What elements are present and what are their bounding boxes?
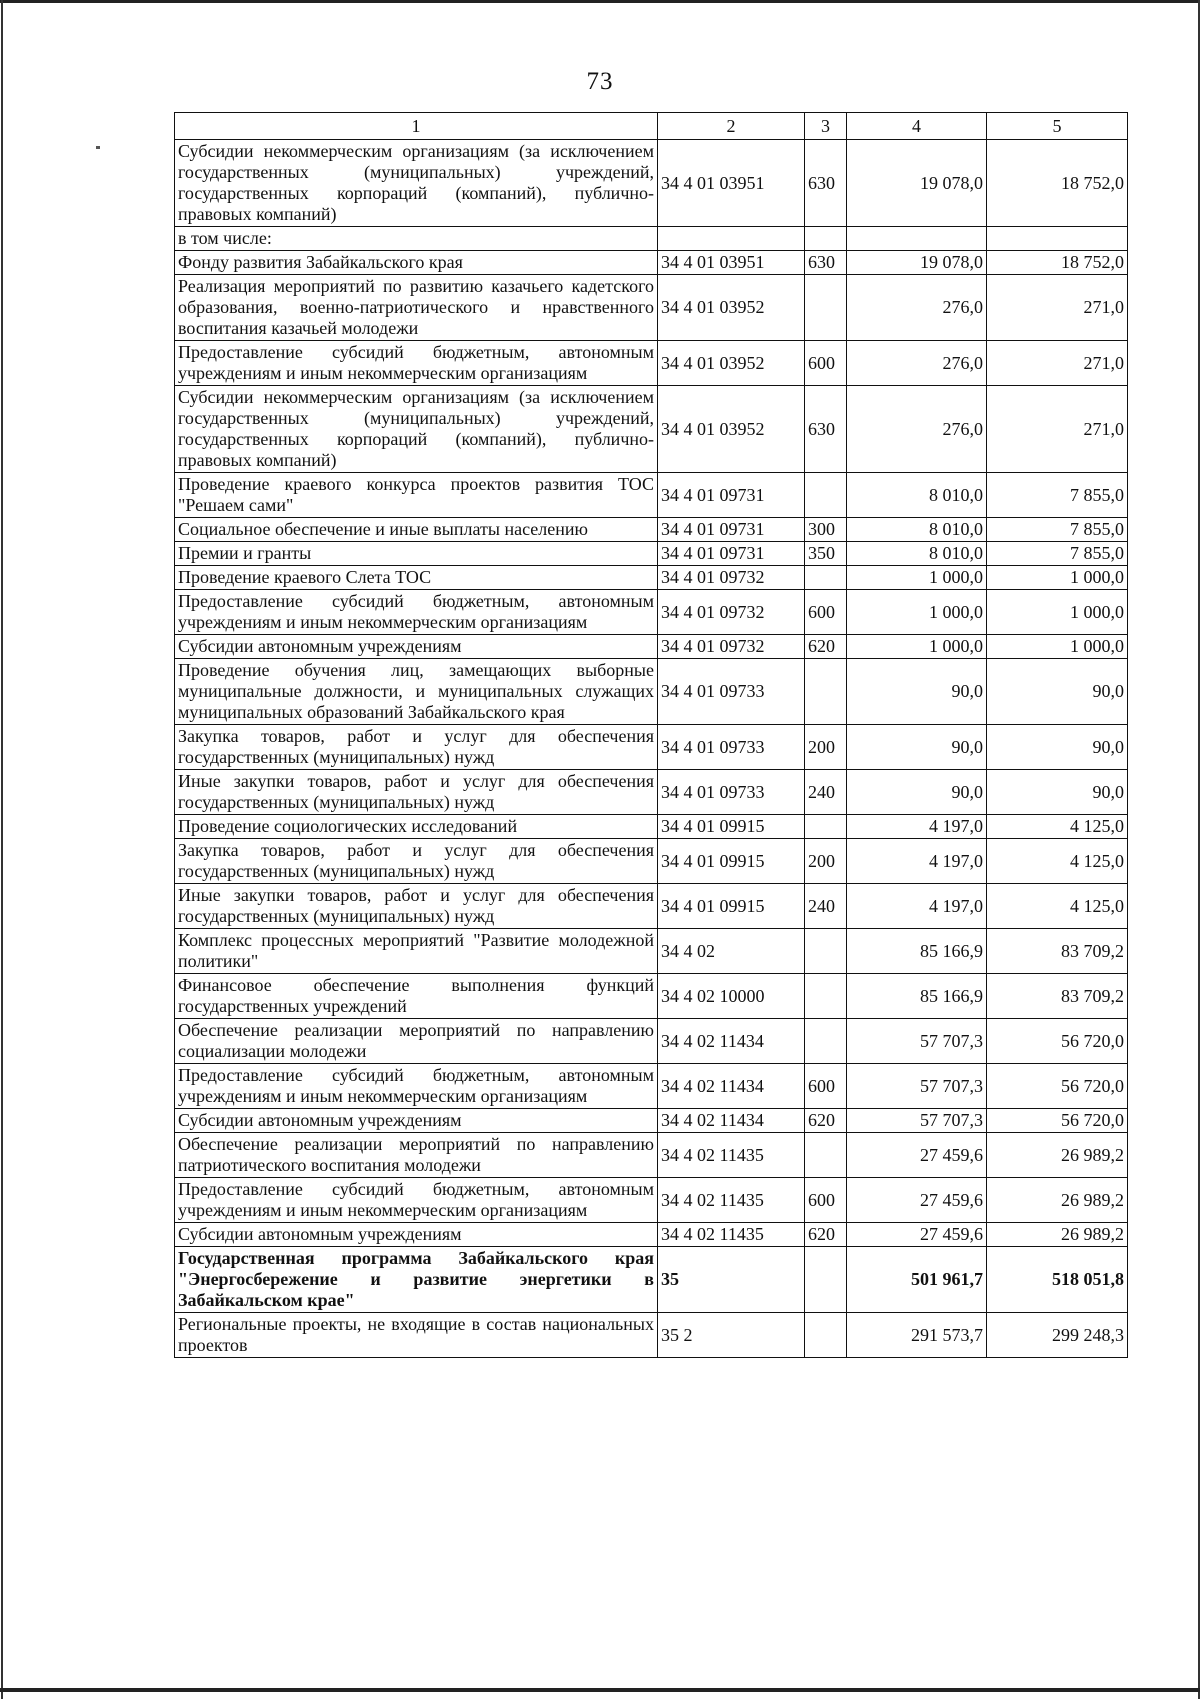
table-row	[175, 590, 1128, 635]
scan-edge-left	[1, 0, 3, 1699]
row-code-cell: 34 4 01 09731	[658, 518, 805, 542]
row-code-cell: 34 4 01 09731	[658, 473, 805, 518]
row-value-col4-cell: 4 197,0	[847, 815, 987, 839]
row-name-cell: Обеспечение реализации мероприятий по направлению социализации молодежи	[175, 1019, 658, 1064]
table-row	[175, 1019, 1128, 1064]
row-value-col5-cell: 90,0	[987, 659, 1128, 725]
row-value-col5-cell: 18 752,0	[987, 140, 1128, 227]
row-value-col4-cell: 19 078,0	[847, 140, 987, 227]
row-code-cell: 34 4 01 03951	[658, 251, 805, 275]
table-row	[175, 974, 1128, 1019]
row-name-cell: Предоставление субсидий бюджетным, автономным учреждениям и иным некоммерческим организациям	[175, 341, 658, 386]
row-value-col4-cell: 57 707,3	[847, 1019, 987, 1064]
table-row	[175, 473, 1128, 518]
scan-speck	[96, 146, 100, 149]
row-value-col4-cell: 1 000,0	[847, 590, 987, 635]
row-type-cell	[805, 1313, 847, 1358]
row-type-cell	[805, 275, 847, 341]
row-value-col4-cell: 90,0	[847, 659, 987, 725]
table-row	[175, 566, 1128, 590]
row-type-cell	[805, 566, 847, 590]
row-type-cell	[805, 473, 847, 518]
row-type-cell	[805, 1247, 847, 1313]
row-value-col5-cell: 1 000,0	[987, 590, 1128, 635]
header-col-2: 2	[658, 113, 805, 140]
row-code-cell: 35 2	[658, 1313, 805, 1358]
row-value-col5-cell: 26 989,2	[987, 1223, 1128, 1247]
table-row	[175, 929, 1128, 974]
row-name-cell: Проведение обучения лиц, замещающих выборные муниципальные должности, и муниципальных служащих муниципальных образований Забайкальского края	[175, 659, 658, 725]
row-value-col4-cell: 1 000,0	[847, 566, 987, 590]
row-code-cell: 34 4 01 03951	[658, 140, 805, 227]
row-type-cell	[805, 974, 847, 1019]
row-value-col4-cell: 4 197,0	[847, 884, 987, 929]
row-value-col5-cell: 4 125,0	[987, 815, 1128, 839]
row-value-col4-cell: 19 078,0	[847, 251, 987, 275]
row-type-cell: 630	[805, 386, 847, 473]
row-type-cell: 620	[805, 1223, 847, 1247]
row-value-col5-cell: 26 989,2	[987, 1133, 1128, 1178]
row-value-col5-cell: 56 720,0	[987, 1019, 1128, 1064]
row-type-cell: 200	[805, 839, 847, 884]
row-value-col4-cell: 27 459,6	[847, 1133, 987, 1178]
row-type-cell: 620	[805, 1109, 847, 1133]
row-name-cell: Проведение краевого Слета ТОС	[175, 566, 658, 590]
row-name-cell: Предоставление субсидий бюджетным, автономным учреждениям и иным некоммерческим организациям	[175, 1064, 658, 1109]
row-name-cell: Субсидии автономным учреждениям	[175, 1109, 658, 1133]
row-code-cell: 34 4 01 09915	[658, 815, 805, 839]
row-value-col4-cell: 276,0	[847, 341, 987, 386]
table-row	[175, 251, 1128, 275]
table-row	[175, 1223, 1128, 1247]
table-row	[175, 386, 1128, 473]
row-value-col5-cell: 83 709,2	[987, 929, 1128, 974]
row-code-cell	[658, 227, 805, 251]
row-code-cell: 34 4 02 11435	[658, 1178, 805, 1223]
row-type-cell: 240	[805, 884, 847, 929]
table-row	[175, 770, 1128, 815]
row-value-col5-cell: 83 709,2	[987, 974, 1128, 1019]
row-name-cell: Субсидии автономным учреждениям	[175, 635, 658, 659]
scan-edge-top	[0, 0, 1200, 3]
row-code-cell: 34 4 01 03952	[658, 386, 805, 473]
row-value-col4-cell: 276,0	[847, 386, 987, 473]
row-value-col5-cell: 1 000,0	[987, 635, 1128, 659]
row-type-cell: 630	[805, 251, 847, 275]
row-type-cell: 620	[805, 635, 847, 659]
header-col-5: 5	[987, 113, 1128, 140]
row-code-cell: 34 4 01 03952	[658, 275, 805, 341]
row-type-cell: 350	[805, 542, 847, 566]
table-row	[175, 341, 1128, 386]
row-type-cell	[805, 659, 847, 725]
table-header-row	[175, 113, 1128, 140]
table-row	[175, 1133, 1128, 1178]
row-type-cell: 200	[805, 725, 847, 770]
row-code-cell: 34 4 01 09732	[658, 566, 805, 590]
row-value-col5-cell: 271,0	[987, 275, 1128, 341]
row-type-cell: 300	[805, 518, 847, 542]
row-code-cell: 34 4 01 09915	[658, 884, 805, 929]
row-name-cell: Предоставление субсидий бюджетным, автономным учреждениям и иным некоммерческим организациям	[175, 1178, 658, 1223]
scan-edge-bottom	[0, 1688, 1200, 1692]
row-value-col4-cell: 8 010,0	[847, 518, 987, 542]
row-code-cell: 34 4 01 09732	[658, 590, 805, 635]
row-type-cell	[805, 227, 847, 251]
row-value-col5-cell: 90,0	[987, 725, 1128, 770]
row-name-cell: Иные закупки товаров, работ и услуг для обеспечения государственных (муниципальных) нужд	[175, 884, 658, 929]
table-row	[175, 1109, 1128, 1133]
row-value-col5-cell: 4 125,0	[987, 839, 1128, 884]
row-name-cell: Региональные проекты, не входящие в состав национальных проектов	[175, 1313, 658, 1358]
row-value-col5-cell: 4 125,0	[987, 884, 1128, 929]
header-col-4: 4	[847, 113, 987, 140]
row-code-cell: 34 4 01 09733	[658, 770, 805, 815]
row-value-col4-cell: 90,0	[847, 770, 987, 815]
row-code-cell: 35	[658, 1247, 805, 1313]
row-value-col5-cell: 18 752,0	[987, 251, 1128, 275]
row-name-cell: Закупка товаров, работ и услуг для обеспечения государственных (муниципальных) нужд	[175, 725, 658, 770]
row-value-col4-cell: 85 166,9	[847, 929, 987, 974]
row-code-cell: 34 4 01 09733	[658, 659, 805, 725]
row-type-cell: 600	[805, 590, 847, 635]
row-value-col4-cell: 85 166,9	[847, 974, 987, 1019]
row-name-cell: Обеспечение реализации мероприятий по направлению патриотического воспитания молодежи	[175, 1133, 658, 1178]
row-value-col5-cell: 271,0	[987, 386, 1128, 473]
table-row	[175, 635, 1128, 659]
row-name-cell: Субсидии некоммерческим организациям (за исключением государственных (муниципальных) учреждений, государственных корпораций (компаний), публично-правовых компаний)	[175, 386, 658, 473]
row-name-cell: Иные закупки товаров, работ и услуг для обеспечения государственных (муниципальных) нужд	[175, 770, 658, 815]
row-name-cell: Субсидии некоммерческим организациям (за исключением государственных (муниципальных) учреждений, государственных корпораций (компаний), публично-правовых компаний)	[175, 140, 658, 227]
row-value-col4-cell: 27 459,6	[847, 1178, 987, 1223]
row-value-col5-cell: 271,0	[987, 341, 1128, 386]
table-row	[175, 725, 1128, 770]
row-code-cell: 34 4 01 09733	[658, 725, 805, 770]
row-name-cell: Закупка товаров, работ и услуг для обеспечения государственных (муниципальных) нужд	[175, 839, 658, 884]
table-row	[175, 815, 1128, 839]
table-row	[175, 140, 1128, 227]
row-name-cell: Реализация мероприятий по развитию казачьего кадетского образования, военно-патриотического и нравственного воспитания казачьей молодежи	[175, 275, 658, 341]
row-value-col4-cell: 27 459,6	[847, 1223, 987, 1247]
table-row	[175, 884, 1128, 929]
row-value-col4-cell: 276,0	[847, 275, 987, 341]
row-code-cell: 34 4 02 11435	[658, 1133, 805, 1178]
header-col-3: 3	[805, 113, 847, 140]
table-row	[175, 275, 1128, 341]
row-value-col5-cell: 299 248,3	[987, 1313, 1128, 1358]
row-name-cell: в том числе:	[175, 227, 658, 251]
row-value-col5-cell: 56 720,0	[987, 1109, 1128, 1133]
row-name-cell: Проведение социологических исследований	[175, 815, 658, 839]
row-code-cell: 34 4 01 09731	[658, 542, 805, 566]
budget-table	[174, 112, 1128, 1358]
row-type-cell: 600	[805, 1178, 847, 1223]
row-value-col5-cell: 1 000,0	[987, 566, 1128, 590]
table-row	[175, 518, 1128, 542]
row-value-col4-cell: 1 000,0	[847, 635, 987, 659]
row-name-cell: Государственная программа Забайкальского края "Энергосбережение и развитие энергетики в Забайкальском крае"	[175, 1247, 658, 1313]
row-name-cell: Социальное обеспечение и иные выплаты населению	[175, 518, 658, 542]
row-type-cell: 630	[805, 140, 847, 227]
row-value-col5-cell: 90,0	[987, 770, 1128, 815]
row-code-cell: 34 4 02 11434	[658, 1109, 805, 1133]
row-value-col5-cell: 518 051,8	[987, 1247, 1128, 1313]
table-row	[175, 1313, 1128, 1358]
row-value-col4-cell: 8 010,0	[847, 473, 987, 518]
row-name-cell: Фонду развития Забайкальского края	[175, 251, 658, 275]
table-row	[175, 659, 1128, 725]
row-code-cell: 34 4 01 09732	[658, 635, 805, 659]
row-code-cell: 34 4 01 09915	[658, 839, 805, 884]
row-name-cell: Финансовое обеспечение выполнения функций государственных учреждений	[175, 974, 658, 1019]
page-number: 73	[586, 68, 614, 95]
row-value-col4-cell	[847, 227, 987, 251]
row-code-cell: 34 4 02 11435	[658, 1223, 805, 1247]
row-name-cell: Премии и гранты	[175, 542, 658, 566]
table-row	[175, 542, 1128, 566]
row-name-cell: Комплекс процессных мероприятий "Развитие молодежной политики"	[175, 929, 658, 974]
row-value-col4-cell: 501 961,7	[847, 1247, 987, 1313]
row-name-cell: Проведение краевого конкурса проектов развития ТОС "Решаем сами"	[175, 473, 658, 518]
header-col-1: 1	[175, 113, 658, 140]
row-name-cell: Субсидии автономным учреждениям	[175, 1223, 658, 1247]
row-code-cell: 34 4 02 11434	[658, 1019, 805, 1064]
row-value-col4-cell: 57 707,3	[847, 1109, 987, 1133]
row-value-col5-cell: 7 855,0	[987, 473, 1128, 518]
table-row	[175, 1178, 1128, 1223]
row-code-cell: 34 4 02 10000	[658, 974, 805, 1019]
row-name-cell: Предоставление субсидий бюджетным, автономным учреждениям и иным некоммерческим организациям	[175, 590, 658, 635]
table-row	[175, 1064, 1128, 1109]
row-type-cell	[805, 815, 847, 839]
row-value-col4-cell: 291 573,7	[847, 1313, 987, 1358]
row-type-cell: 600	[805, 1064, 847, 1109]
table-row	[175, 839, 1128, 884]
table-row	[175, 227, 1128, 251]
table-row	[175, 1247, 1128, 1313]
row-value-col4-cell: 8 010,0	[847, 542, 987, 566]
row-value-col5-cell	[987, 227, 1128, 251]
row-value-col5-cell: 7 855,0	[987, 518, 1128, 542]
row-type-cell	[805, 1019, 847, 1064]
row-type-cell: 240	[805, 770, 847, 815]
row-code-cell: 34 4 02 11434	[658, 1064, 805, 1109]
row-value-col5-cell: 7 855,0	[987, 542, 1128, 566]
row-code-cell: 34 4 02	[658, 929, 805, 974]
row-value-col5-cell: 26 989,2	[987, 1178, 1128, 1223]
row-code-cell: 34 4 01 03952	[658, 341, 805, 386]
row-value-col4-cell: 4 197,0	[847, 839, 987, 884]
row-type-cell: 600	[805, 341, 847, 386]
row-type-cell	[805, 929, 847, 974]
row-value-col5-cell: 56 720,0	[987, 1064, 1128, 1109]
row-type-cell	[805, 1133, 847, 1178]
row-value-col4-cell: 90,0	[847, 725, 987, 770]
row-value-col4-cell: 57 707,3	[847, 1064, 987, 1109]
